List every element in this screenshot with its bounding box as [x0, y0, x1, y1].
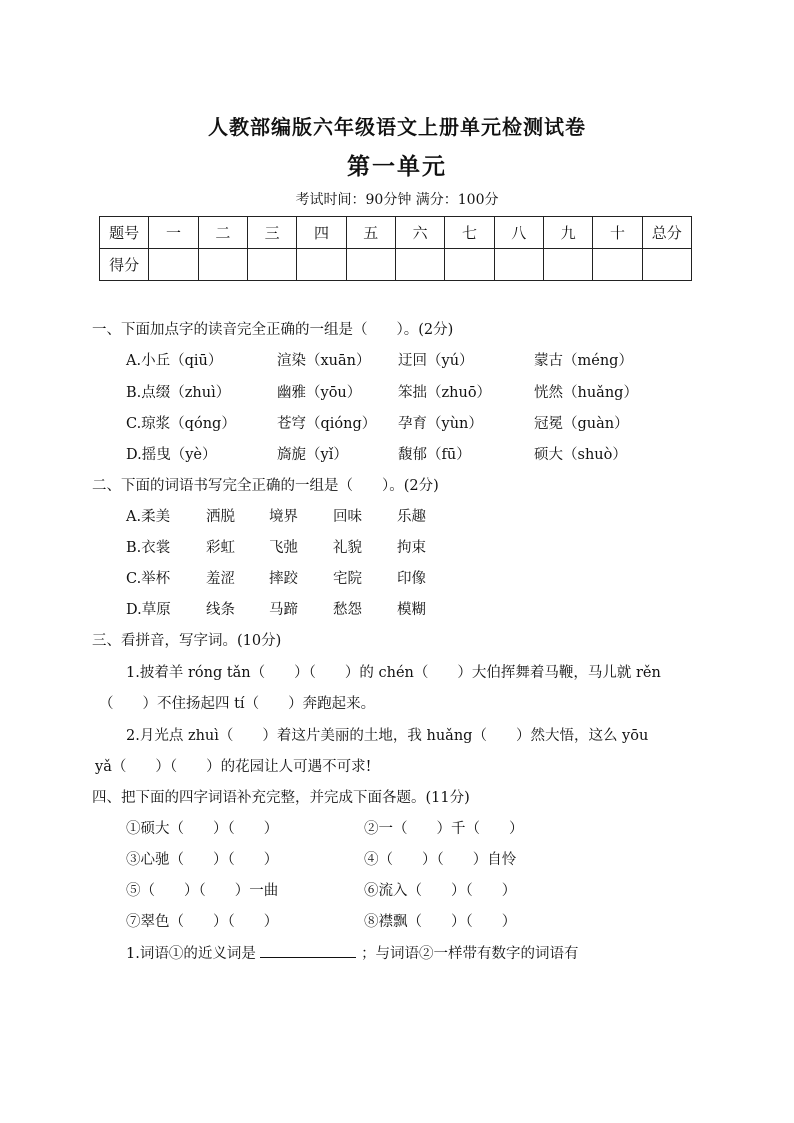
score-table: [99, 216, 692, 281]
score-cell[interactable]: [543, 249, 592, 281]
q4-item: ①硕大（ ）（ ）: [126, 821, 279, 837]
q1-option-b-word: 笨拙（zhuō）: [398, 385, 492, 401]
q2-word: 礼貌: [333, 540, 362, 556]
score-table-score-row: [100, 249, 692, 281]
score-cell[interactable]: [297, 249, 346, 281]
exam-title: 人教部编版六年级语文上册单元检测试卷: [208, 115, 586, 139]
score-table-header-cell: 五: [346, 217, 395, 249]
question-4-stem: 四、把下面的四字词语补充完整，并完成下面各题。(11分): [92, 790, 470, 806]
q2-word: 宅院: [333, 571, 362, 587]
score-table-header-cell: 一: [149, 217, 198, 249]
question-2-stem: 二、下面的词语书写完全正确的一组是（ ）。(2分): [92, 478, 439, 494]
q2-word: 马蹄: [269, 602, 298, 618]
question-3-stem: 三、看拼音，写字词。(10分): [92, 633, 282, 649]
q2-option-d: D.草原: [126, 602, 171, 618]
q2-word: 模糊: [397, 602, 426, 618]
q2-word: 线条: [206, 602, 235, 618]
q4-item: ⑧襟飘（ ）（ ）: [364, 914, 517, 930]
q1-option-c-word: 冠冕（guàn）: [534, 416, 629, 432]
unit-title: 第一单元: [347, 153, 447, 180]
q2-word: 愁怨: [333, 602, 362, 618]
score-cell[interactable]: [494, 249, 543, 281]
q1-option-d-word: 馥郁（fū）: [398, 447, 471, 463]
score-table-header-cell: 八: [494, 217, 543, 249]
q4-item: ⑦翠色（ ）（ ）: [126, 914, 279, 930]
exam-info: 考试时间：90分钟 满分：100分: [295, 192, 499, 208]
q4-sub1-text: 1.词语①的近义词是: [126, 946, 256, 962]
score-row-label: 得分: [100, 249, 149, 281]
score-cell[interactable]: [642, 249, 691, 281]
q4-item: ④（ ）（ ）自怜: [364, 852, 517, 868]
q1-option-d-word: 硕大（shuò）: [534, 447, 627, 463]
score-table-header-cell: 七: [445, 217, 494, 249]
q4-item: ⑥流入（ ）（ ）: [364, 883, 517, 899]
q1-option-a: A.小丘（qiū）: [126, 353, 223, 369]
q4-item: ③心驰（ ）（ ）: [126, 852, 279, 868]
q1-option-b: B.点缀（zhuì）: [126, 385, 231, 401]
q2-word: 乐趣: [397, 509, 426, 525]
q3-line: 2.月光点 zhuì（ ）着这片美丽的土地，我 huǎng（ ）然大悟，这么 yōu: [126, 728, 649, 744]
q2-option-a: A.柔美: [126, 509, 171, 525]
score-table-header-cell: 二: [198, 217, 247, 249]
q3-line: 1.披着羊 róng tǎn（ ）（ ）的 chén（ ）大伯挥舞着马鞭，马儿就 rěn: [126, 665, 661, 681]
score-cell[interactable]: [247, 249, 296, 281]
score-table-header-cell: 六: [395, 217, 444, 249]
q4-sub1-text: ；与词语②一样带有数字的词语有: [361, 946, 579, 962]
q1-option-d: D.摇曳（yè）: [126, 447, 217, 463]
answer-blank[interactable]: [260, 943, 356, 958]
q2-word: 羞涩: [206, 571, 235, 587]
score-table-header-cell: 题号: [100, 217, 149, 249]
q2-word: 彩虹: [206, 540, 235, 556]
score-table-header-cell: 四: [297, 217, 346, 249]
q2-word: 印像: [397, 571, 426, 587]
q4-subquestion-1: [126, 942, 579, 963]
q1-option-c-word: 苍穹（qióng）: [277, 416, 377, 432]
score-table-header-cell: 三: [247, 217, 296, 249]
score-cell[interactable]: [346, 249, 395, 281]
q1-option-a-word: 蒙古（méng）: [534, 353, 633, 369]
q1-option-a-word: 渲染（xuān）: [277, 353, 371, 369]
q1-option-b-word: 恍然（huǎng）: [534, 385, 638, 401]
score-cell[interactable]: [149, 249, 198, 281]
q2-word: 摔跤: [269, 571, 298, 587]
q1-option-c: C.琼浆（qóng）: [126, 416, 236, 432]
score-cell[interactable]: [198, 249, 247, 281]
q1-option-b-word: 幽雅（yōu）: [277, 385, 362, 401]
score-table-header-cell: 九: [543, 217, 592, 249]
q2-option-b: B.衣裳: [126, 540, 171, 556]
score-table-header-cell: 总分: [642, 217, 691, 249]
q2-option-c: C.举杯: [126, 571, 171, 587]
q4-item: ②一（ ）千（ ）: [364, 821, 524, 837]
q4-item: ⑤（ ）（ ）一曲: [126, 883, 279, 899]
q1-option-a-word: 迂回（yú）: [398, 353, 474, 369]
q3-line: yǎ（ ）（ ）的花园让人可遇不可求!: [95, 759, 372, 775]
q3-line: （ ）不住扬起四 tí（ ）奔跑起来。: [99, 696, 376, 712]
score-table-header-cell: 十: [593, 217, 642, 249]
score-table-header-row: [100, 217, 692, 249]
question-1-stem: 一、下面加点字的读音完全正确的一组是（ ）。(2分): [92, 322, 454, 338]
score-cell[interactable]: [593, 249, 642, 281]
q1-option-d-word: 旖旎（yǐ）: [277, 447, 348, 463]
score-cell[interactable]: [395, 249, 444, 281]
q2-word: 拘束: [397, 540, 426, 556]
q2-word: 境界: [269, 509, 298, 525]
q2-word: 飞弛: [269, 540, 298, 556]
q1-option-c-word: 孕育（yùn）: [398, 416, 483, 432]
q2-word: 回味: [333, 509, 362, 525]
score-cell[interactable]: [445, 249, 494, 281]
q2-word: 洒脱: [206, 509, 235, 525]
